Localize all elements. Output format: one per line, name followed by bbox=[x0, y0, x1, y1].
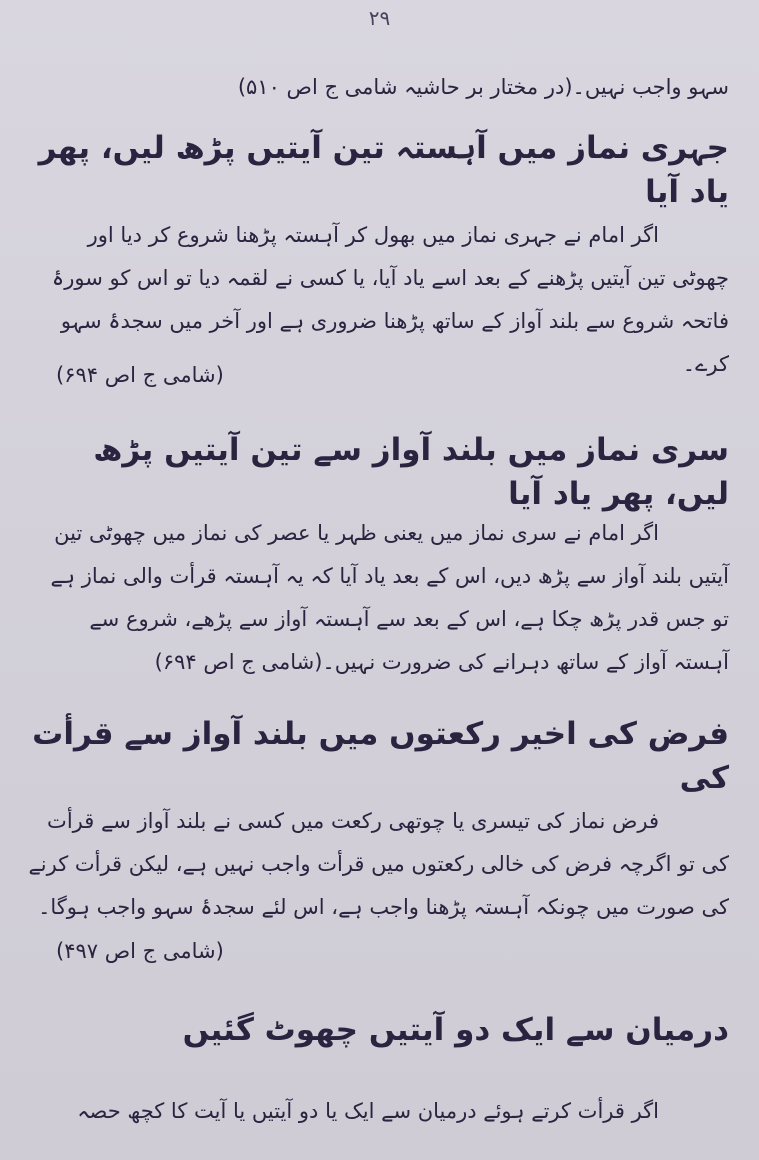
heading: جہری نماز میں آہستہ تین آیتیں پڑھ لیں، پھر یاد آیا bbox=[38, 130, 729, 210]
reference: (شامی ج اص ۴۹۷) bbox=[56, 939, 224, 963]
paragraph: اگر قرأت کرتے ہوئے درمیان سے ایک یا دو آیتیں یا آیت کا کچھ حصہ bbox=[77, 1099, 659, 1123]
heading: فرض کی اخیر رکعتوں میں بلند آواز سے قرأت کی bbox=[32, 716, 729, 796]
paragraph: اگر امام نے سری نماز میں یعنی ظہر یا عصر کی نماز میں چھوٹی تین آیتیں بلند آواز سے پڑھ دیں، اس کے بعد یاد آیا کہ یہ آہستہ قرأت والی نماز ہے تو جس قدر پڑھ چکا ہے، اس کے بعد سے آہستہ آواز سے پڑھے، شروع سے آہستہ آواز کے ساتھ دہرانے کی ضرورت نہیں۔(شامی ج اص ۶۹۴) bbox=[50, 521, 729, 674]
heading: درمیان سے ایک دو آیتیں چھوٹ گئیں bbox=[182, 1012, 729, 1048]
section-heading-1 bbox=[28, 126, 729, 214]
paragraph: سہو واجب نہیں۔(در مختار بر حاشیہ شامی ج اص ۵۱۰) bbox=[237, 75, 729, 99]
reference-1 bbox=[28, 360, 729, 390]
section-body-3 bbox=[28, 800, 729, 929]
reference: (شامی ج اص ۶۹۴) bbox=[56, 363, 224, 387]
page-number: ۲۹ bbox=[368, 6, 391, 30]
section-body-2 bbox=[28, 512, 729, 684]
section-body-4 bbox=[28, 1090, 729, 1133]
intro-line bbox=[28, 66, 729, 109]
paragraph: اگر امام نے جہری نماز میں بھول کر آہستہ پڑھنا شروع کر دیا اور چھوٹی تین آیتیں پڑھنے کے بعد اسے یاد آیا، یا کسی نے لقمہ دیا تو اس کو سورۂ فاتحہ شروع سے بلند آواز کے ساتھ پڑھنا ضروری ہے اور آخر میں سجدۂ سہو کرے۔ bbox=[51, 223, 729, 376]
section-heading-4 bbox=[28, 1008, 729, 1052]
reference-2 bbox=[28, 936, 729, 966]
paragraph: فرض نماز کی تیسری یا چوتھی رکعت میں کسی نے بلند آواز سے قرأت کی تو اگرچہ فرض کی خالی رکعتوں میں قرأت واجب نہیں ہے، لیکن قرأت کرنے کی صورت میں چونکہ آہستہ پڑھنا واجب ہے، اس لئے سجدۂ سہو واجب ہوگا۔ bbox=[28, 809, 729, 919]
heading: سری نماز میں بلند آواز سے تین آیتیں پڑھ لیں، پھر یاد آیا bbox=[93, 432, 729, 512]
section-heading-2 bbox=[28, 428, 729, 516]
section-heading-3 bbox=[28, 712, 729, 800]
